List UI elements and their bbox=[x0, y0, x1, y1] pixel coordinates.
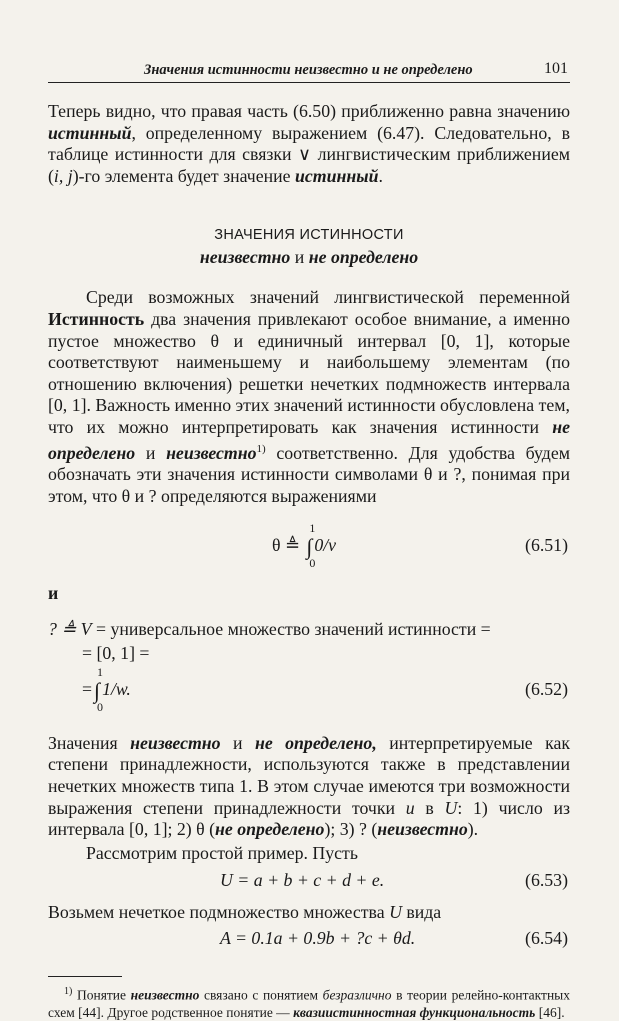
paragraph-2: Среди возможных значений лингвистической переменной Истинность два значения привлекают особое внимание, а именно пустое множество θ и единичный интервал [0, 1], которые соответствуют наименьшему и наибольшему элементам (по отношению включения) решетки нечетких подмножеств интервала [0, 1]. Важность именно этих значений истинности обусловлена тем, что их можно интерпретировать как значения истинности не определено и неизвестно$^{1)}$ соответственно. Для удобства будем обозначать эти значения истинности символами θ и ?, понимая при этом, что θ и ? определяются выражениями bbox=[48, 287, 570, 506]
running-header bbox=[48, 56, 570, 83]
equation-number: (6.53) bbox=[525, 870, 568, 891]
equation-number: (6.54) bbox=[525, 927, 568, 948]
equation-6-54: A = 0.1a + 0.9b + ?c + θd. (6.54) bbox=[220, 927, 568, 948]
term-true: истинный bbox=[48, 122, 132, 143]
section-heading bbox=[48, 227, 570, 268]
footnote-separator bbox=[48, 976, 122, 977]
paragraph-4: Рассмотрим простой пример. Пусть bbox=[86, 842, 358, 863]
paragraph-1: Теперь видно, что правая часть (6.50) приближенно равна значению истинный, определенному выражением (6.47). Следовательно, в таблице истинности для связки ∨ лингвистическим приближением (i, j)-го элемента будет значение истинный. bbox=[48, 101, 570, 186]
equation-number: (6.51) bbox=[525, 535, 568, 556]
running-title: Значения истинности неизвестно и не определено bbox=[144, 62, 473, 78]
equation-6-52: ? ≜ V = универсальное множество значений истинности = = [0, 1] = =∫ 1 0 1/w. (6.52) bbox=[48, 618, 568, 714]
integral-sign: ∫ 1 0 bbox=[306, 521, 316, 571]
paragraph-3: Значения неизвестно и не определено, интерпретируемые как степени принадлежности, используются также в представлении нечетких множеств типа 1. В этом случае имеются три возможности выражения степени принадлежности точки u в U: 1) число из интервала [0, 1]; 2) θ (не определено); 3) ? (неизвестно). bbox=[48, 732, 570, 840]
equation-6-51: θ ≜ ∫ 1 0 0/v (6.51) bbox=[272, 521, 568, 571]
footnote-mark: 1) bbox=[64, 985, 73, 997]
integral-sign: ∫ 1 0 bbox=[94, 664, 104, 714]
section-heading-line-2: неизвестно и не определено bbox=[199, 247, 419, 268]
paragraph-5: Возьмем нечеткое подмножество множества U вида bbox=[48, 902, 442, 923]
footnote-ref: 1) bbox=[256, 442, 266, 455]
book-page bbox=[48, 56, 570, 1021]
conjunction-and: и bbox=[48, 583, 59, 604]
equation-6-53: U = a + b + c + d + e. (6.53) bbox=[220, 870, 568, 891]
footnote: $^{1)}$ Понятие неизвестно связано с понятием безразлично в теории релейно-контактных схем [44]. Другое родственное понятие — квазиистинностная функциональность [46]. bbox=[48, 985, 570, 1020]
section-heading-line-1: ЗНАЧЕНИЯ ИСТИННОСТИ bbox=[214, 227, 404, 244]
term-truth: Истинность bbox=[48, 308, 145, 329]
term-true: истинный bbox=[295, 165, 379, 186]
page-number: 101 bbox=[544, 60, 568, 77]
equation-number: (6.52) bbox=[525, 678, 568, 699]
